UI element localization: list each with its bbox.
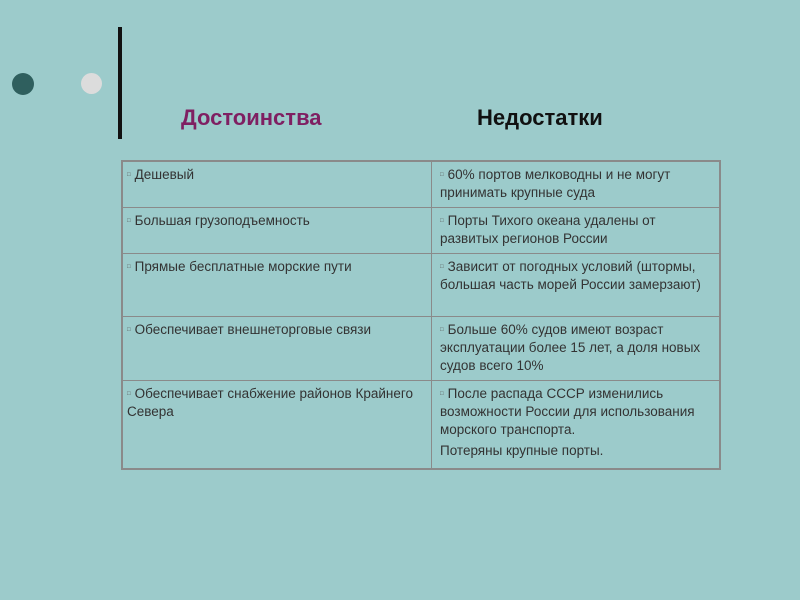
advantage-cell [122,161,432,208]
disadvantage-text: После распада СССР изменились возможности России для использования морского транспорта. [440,386,695,437]
comparison-table [121,160,721,470]
table-row [122,317,720,381]
bullet-icon: □ [440,327,444,333]
advantage-cell [122,254,432,317]
bullet-icon: □ [440,172,444,178]
advantage-text: Дешевый [134,167,195,182]
decorative-dot-light [81,73,102,94]
table-row [122,208,720,254]
bullet-icon: □ [440,218,444,224]
bullet-icon: □ [127,172,131,178]
disadvantage-cell [432,254,721,317]
table-row [122,254,720,317]
advantage-cell [122,381,432,469]
advantage-text: Обеспечивает снабжение районов Крайнего Севера [127,386,413,419]
table-row [122,161,720,208]
bullet-icon: □ [127,218,131,224]
disadvantage-cell [432,161,721,208]
advantage-text: Большая грузоподъемность [134,213,310,228]
disadvantages-heading: Недостатки [477,105,603,130]
disadvantage-cell [432,208,721,254]
disadvantage-text: Зависит от погодных условий (штормы, большая часть морей России замерзают) [440,259,701,292]
disadvantage-text: Порты Тихого океана удалены от развитых регионов России [440,213,656,246]
disadvantage-text: Больше 60% судов имеют возраст эксплуатации более 15 лет, а доля новых судов всего 10% [440,322,701,373]
disadvantage-text: 60% портов мелководны и не могут принимать крупные суда [440,167,671,200]
advantage-text: Прямые бесплатные морские пути [134,259,352,274]
advantage-text: Обеспечивает внешнеторговые связи [134,322,372,337]
bullet-icon: □ [440,264,444,270]
bullet-icon: □ [440,391,444,397]
disadvantage-extra-text: Потеряны крупные порты. [440,443,604,458]
advantages-heading: Достоинства [181,105,322,130]
disadvantage-cell [432,381,721,469]
advantage-cell [122,208,432,254]
bullet-icon: □ [127,391,131,397]
decorative-vertical-line [118,27,122,139]
advantage-cell [122,317,432,381]
bullet-icon: □ [127,264,131,270]
bullet-icon: □ [127,327,131,333]
disadvantage-cell [432,317,721,381]
table-row [122,381,720,469]
decorative-dot-dark [12,73,34,95]
